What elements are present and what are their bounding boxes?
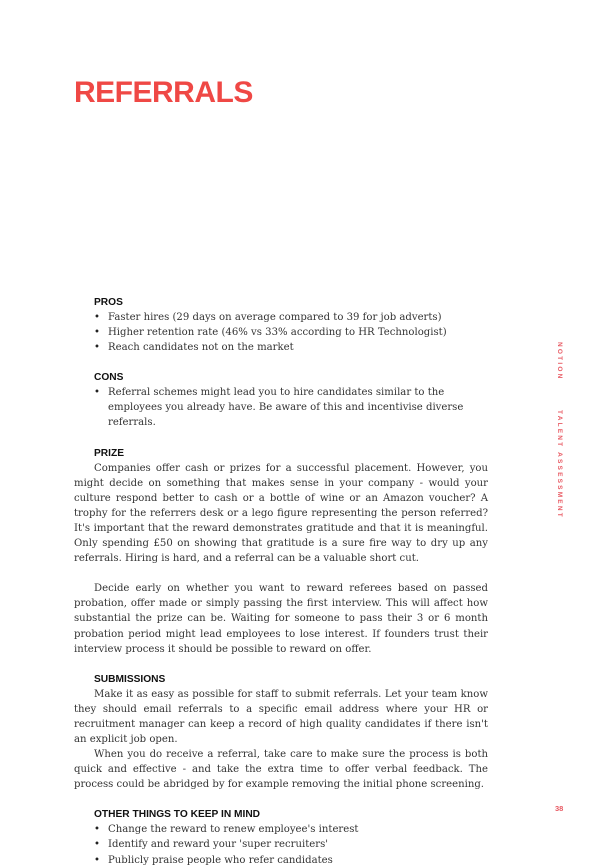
document-body <box>74 295 488 868</box>
other-list <box>74 822 488 867</box>
spacer <box>74 355 488 370</box>
submissions-paragraph: Make it as easy as possible for staff to submit referrals. Let your team know they should email referrals to a specific email address where your HR or recruitment manager can keep a record of high quality candidates if there isn't an explicit job open. <box>74 688 488 745</box>
pros-list <box>74 310 488 355</box>
list-item: • Referral schemes might lead you to hire candidates similar to the employees you already have. Be aware of this and incentivise diverse referrals. <box>94 385 488 430</box>
section-side-label: TALENT ASSESSMENT <box>556 410 563 519</box>
submissions-paragraph: When you do receive a referral, take care to make sure the process is both quick and effective - and take the extra time to offer verbal feedback. The process could be abridged by for example removing the initial phone screening. <box>74 749 488 791</box>
list-item: • Identify and reward your 'super recruiters' <box>94 837 488 852</box>
prize-paragraph: Companies offer cash or prizes for a successful placement. However, you might decide on something that makes sense in your company - would your culture respond better to cash or a bottle of wine or an Amazon voucher? A trophy for the referrers desk or a lego figure representing the person referred? It's important that the reward demonstrates gratitude and that it is meaningful. Only spending £50 on showing that gratitude is a sure fire way to dry up any referrals. Hiring is hard, and a referral can be a valuable short cut. <box>74 462 488 565</box>
page-title: REFERRALS <box>74 76 253 109</box>
list-item: • Reach candidates not on the market <box>94 340 488 355</box>
spacer <box>74 566 488 581</box>
prize-heading: PRIZE <box>94 447 125 459</box>
list-item: • Higher retention rate (46% vs 33% according to HR Technologist) <box>94 325 488 340</box>
submissions-heading: SUBMISSIONS <box>94 673 166 685</box>
cons-heading: CONS <box>94 372 124 384</box>
page-number: 38 <box>555 804 564 813</box>
list-item: • Change the reward to renew employee's interest <box>94 822 488 837</box>
spacer <box>74 431 488 446</box>
brand-side-label: NOTION <box>556 342 563 381</box>
spacer <box>74 792 488 807</box>
list-item: • Faster hires (29 days on average compared to 39 for job adverts) <box>94 310 488 325</box>
list-item: • Publicly praise people who refer candidates <box>94 853 488 868</box>
cons-list <box>74 385 488 430</box>
spacer <box>74 657 488 672</box>
other-heading: OTHER THINGS TO KEEP IN MIND <box>94 809 261 821</box>
prize-paragraph: Decide early on whether you want to reward referees based on passed probation, offer made or simply passing the first interview. This will affect how substantial the prize can be. Waiting for someone to pass their 3 or 6 month probation period might lead employees to lose interest. If founders trust their interview process it should be possible to reward on offer. <box>74 583 488 655</box>
pros-heading: PROS <box>94 297 123 308</box>
